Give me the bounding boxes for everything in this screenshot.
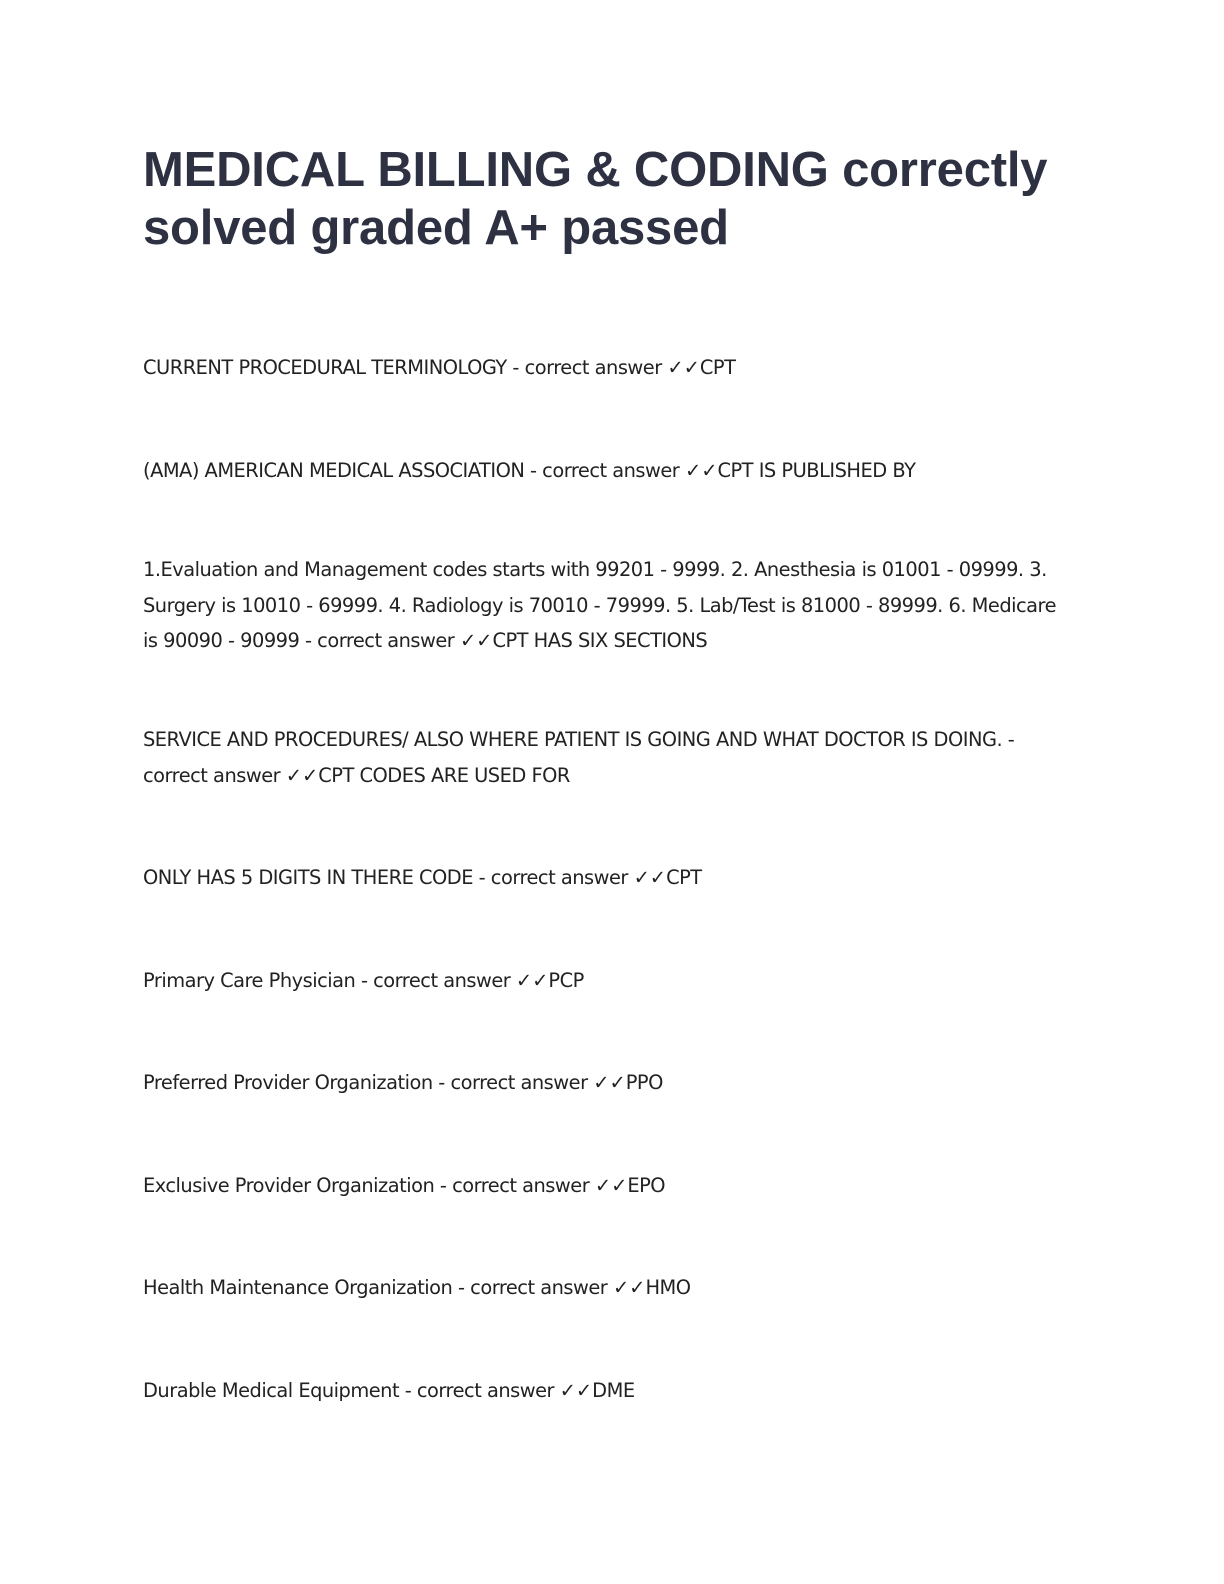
qa-item — [143, 722, 1073, 793]
qa-answer: CPT CODES ARE USED FOR — [318, 763, 570, 787]
double-check-icon: ✓✓ — [594, 1174, 628, 1197]
qa-question: Durable Medical Equipment - correct answer — [143, 1379, 560, 1402]
qa-item — [143, 963, 1073, 999]
qa-item — [143, 1168, 1073, 1204]
qa-item — [143, 552, 1073, 659]
qa-item — [143, 1065, 1073, 1101]
document-title: MEDICAL BILLING & CODING correctly solved graded A+ passed — [143, 143, 1048, 255]
qa-question: 1.Evaluation and Management codes starts with 99201 - 9999. 2. Anesthesia is 01001 - 09999. 3. Surgery is 10010 - 69999. 4. Radiology is 70010 - 79999. 5. Lab/Test is 81000 - 89999. 6. Medicare is 90090 - 90999 - correct answer — [143, 558, 1057, 652]
qa-question: Health Maintenance Organization - correct answer — [143, 1276, 613, 1299]
qa-item — [143, 1373, 1073, 1409]
double-check-icon: ✓✓ — [459, 629, 493, 652]
qa-item — [143, 453, 1073, 489]
qa-answer: PCP — [548, 969, 584, 992]
qa-item — [143, 860, 1073, 896]
qa-answer: CPT — [699, 356, 736, 379]
double-check-icon: ✓✓ — [667, 356, 700, 379]
double-check-icon: ✓✓ — [684, 459, 718, 482]
qa-answer: CPT IS PUBLISHED BY — [717, 459, 916, 482]
qa-question: CURRENT PROCEDURAL TERMINOLOGY - correct answer — [143, 356, 668, 379]
qa-answer: HMO — [645, 1276, 691, 1299]
qa-answer: EPO — [627, 1174, 666, 1197]
qa-question: SERVICE AND PROCEDURES/ ALSO WHERE PATIENT IS GOING AND WHAT DOCTOR IS DOING. - correct answer — [143, 728, 1015, 787]
double-check-icon: ✓✓ — [633, 866, 667, 889]
qa-question: Preferred Provider Organization - correct answer — [143, 1071, 594, 1094]
double-check-icon: ✓✓ — [593, 1071, 626, 1094]
qa-question: Primary Care Physician - correct answer — [143, 969, 516, 992]
qa-item — [143, 1270, 1073, 1306]
qa-item — [143, 350, 1073, 386]
double-check-icon: ✓✓ — [612, 1276, 646, 1299]
qa-question: Exclusive Provider Organization - correct answer — [143, 1174, 595, 1197]
double-check-icon: ✓✓ — [559, 1379, 593, 1402]
qa-answer: CPT HAS SIX SECTIONS — [492, 629, 708, 652]
qa-answer: DME — [592, 1379, 635, 1402]
double-check-icon: ✓✓ — [285, 763, 319, 787]
double-check-icon: ✓✓ — [515, 969, 549, 992]
qa-answer: CPT — [666, 866, 702, 889]
qa-answer: PPO — [625, 1071, 663, 1094]
qa-question: ONLY HAS 5 DIGITS IN THERE CODE - correct answer — [143, 866, 634, 889]
qa-question: (AMA) AMERICAN MEDICAL ASSOCIATION - correct answer — [143, 459, 685, 482]
